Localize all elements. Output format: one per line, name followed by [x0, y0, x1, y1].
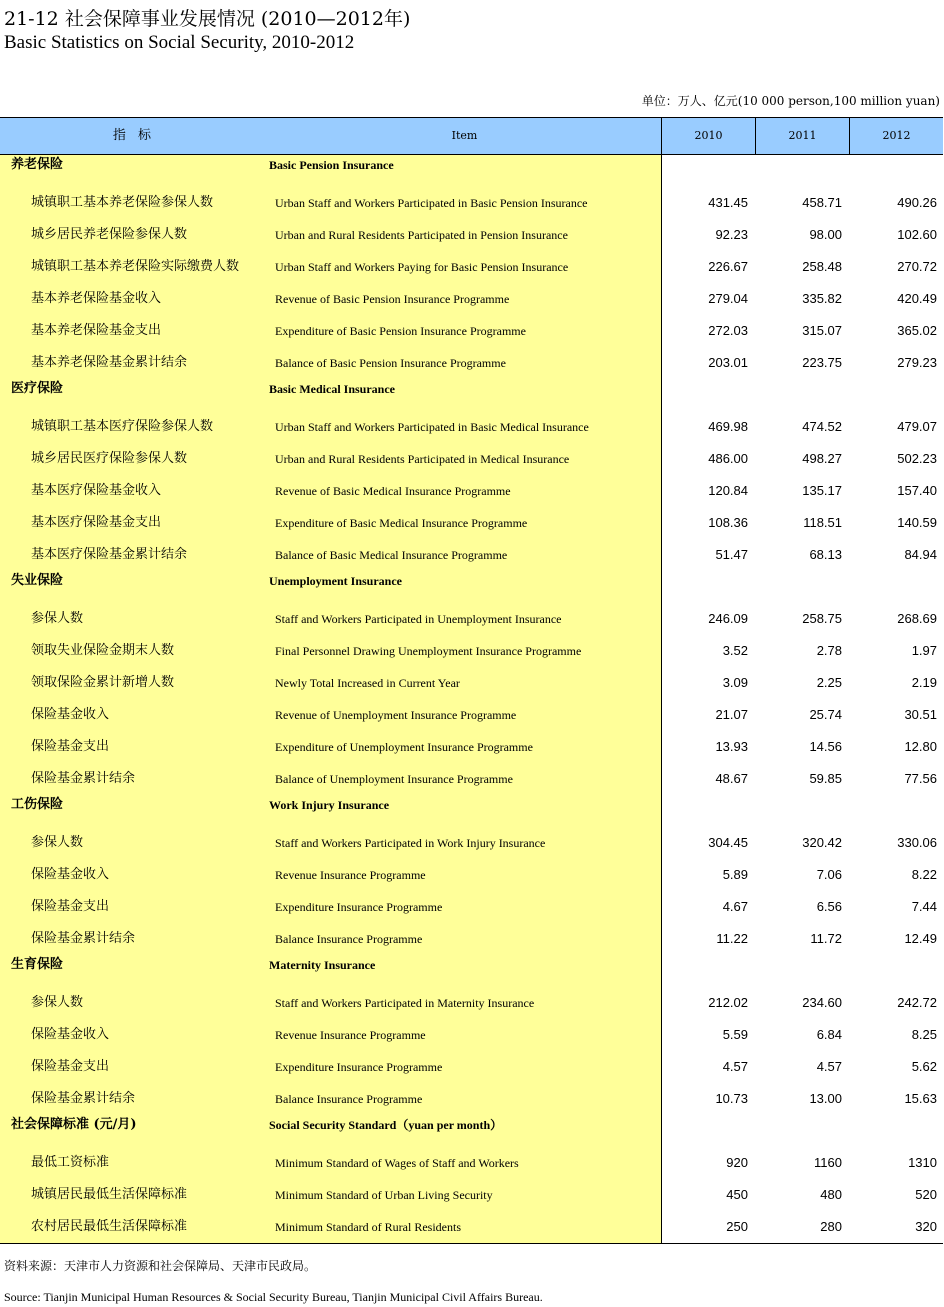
- table-row: [0, 1051, 943, 1083]
- value-cell-2010: 120.84: [708, 483, 748, 498]
- section-label-cn: 工伤保险: [11, 797, 64, 812]
- row-label-en: Minimum Standard of Rural Residents: [275, 1220, 461, 1234]
- row-label-en: Revenue of Basic Medical Insurance Programme: [275, 484, 511, 498]
- value-cell-2012: 15.63: [904, 1091, 937, 1106]
- value-cell-2010: 203.01: [708, 355, 748, 370]
- table-row: [0, 219, 943, 251]
- table-row: [0, 507, 943, 539]
- value-cell-2012: 1.97: [911, 643, 937, 658]
- row-label-en: Expenditure of Basic Pension Insurance Programme: [275, 324, 526, 338]
- value-cell-2012: 7.44: [911, 899, 937, 914]
- value-cell-2012: 102.60: [897, 227, 937, 242]
- section-label-en: Social Security Standard（yuan per month）: [269, 1118, 503, 1132]
- row-label-cn: 领取保险金累计新增人数: [31, 675, 175, 690]
- value-cell-2012: 479.07: [897, 419, 937, 434]
- section-label-cn: 养老保险: [11, 157, 64, 172]
- row-label-en: Balance Insurance Programme: [275, 1092, 423, 1106]
- value-cell-2011: 135.17: [802, 483, 842, 498]
- table-row: [0, 635, 943, 667]
- row-label-en: Minimum Standard of Urban Living Security: [275, 1188, 493, 1202]
- value-cell-2010: 5.59: [722, 1027, 748, 1042]
- value-cell-2010: 272.03: [708, 323, 748, 338]
- page-title-cn: 21-12 社会保障事业发展情况 (2010—2012年): [4, 8, 411, 30]
- table-row: [0, 1179, 943, 1211]
- value-cell-2012: 268.69: [897, 611, 937, 626]
- header-item: Item: [268, 118, 662, 154]
- section-label-en: Basic Pension Insurance: [269, 158, 394, 172]
- value-cell-2011: 234.60: [802, 995, 842, 1010]
- row-label-cn: 基本养老保险基金支出: [31, 323, 162, 338]
- row-label-cn: 城镇职工基本医疗保险参保人数: [31, 419, 214, 434]
- row-label-en: Balance of Unemployment Insurance Programme: [275, 772, 513, 786]
- table-row: [0, 1019, 943, 1051]
- row-label-en: Staff and Workers Participated in Work Injury Insurance: [275, 836, 546, 850]
- row-label-cn: 最低工资标准: [31, 1155, 110, 1170]
- row-label-en: Staff and Workers Participated in Unemployment Insurance: [275, 612, 562, 626]
- table-row: [0, 315, 943, 347]
- row-label-en: Revenue of Unemployment Insurance Programme: [275, 708, 517, 722]
- value-cell-2011: 315.07: [802, 323, 842, 338]
- value-cell-2010: 246.09: [708, 611, 748, 626]
- value-cell-2012: 8.22: [911, 867, 937, 882]
- value-cell-2010: 3.09: [722, 675, 748, 690]
- row-label-cn: 城乡居民医疗保险参保人数: [31, 451, 188, 466]
- table-row: [0, 667, 943, 699]
- value-cell-2011: 4.57: [816, 1059, 842, 1074]
- value-cell-2011: 98.00: [809, 227, 842, 242]
- table-row: [0, 251, 943, 283]
- row-label-en: Expenditure Insurance Programme: [275, 1060, 443, 1074]
- value-cell-2012: 279.23: [897, 355, 937, 370]
- row-label-en: Final Personnel Drawing Unemployment Insurance Programme: [275, 644, 582, 658]
- row-label-en: Urban and Rural Residents Participated in Pension Insurance: [275, 228, 568, 242]
- value-cell-2011: 280: [820, 1219, 842, 1234]
- value-cell-2012: 242.72: [897, 995, 937, 1010]
- row-label-en: Urban Staff and Workers Participated in Basic Medical Insurance: [275, 420, 589, 434]
- row-label-en: Balance of Basic Pension Insurance Programme: [275, 356, 506, 370]
- row-label-en: Minimum Standard of Wages of Staff and Workers: [275, 1156, 519, 1170]
- source-note-cn: 资料来源：天津市人力资源和社会保障局、天津市民政局。: [4, 1259, 317, 1273]
- row-label-en: Balance of Basic Medical Insurance Programme: [275, 548, 508, 562]
- table-row: [0, 923, 943, 955]
- row-label-cn: 参保人数: [31, 835, 84, 850]
- value-cell-2011: 258.75: [802, 611, 842, 626]
- value-cell-2012: 490.26: [897, 195, 937, 210]
- section-label-en: Maternity Insurance: [269, 958, 376, 972]
- section-label-en: Unemployment Insurance: [269, 574, 403, 588]
- value-cell-2011: 498.27: [802, 451, 842, 466]
- table-row: [0, 987, 943, 1019]
- value-cell-2011: 223.75: [802, 355, 842, 370]
- table-row: [0, 411, 943, 443]
- value-cell-2010: 48.67: [715, 771, 748, 786]
- table-header: [0, 118, 943, 155]
- row-label-en: Revenue Insurance Programme: [275, 1028, 426, 1042]
- value-cell-2011: 474.52: [802, 419, 842, 434]
- value-cell-2012: 12.80: [904, 739, 937, 754]
- table-row: [0, 443, 943, 475]
- value-cell-2011: 68.13: [809, 547, 842, 562]
- row-label-cn: 保险基金收入: [31, 707, 110, 722]
- section-row: [0, 379, 943, 411]
- row-label-cn: 城乡居民养老保险参保人数: [31, 227, 188, 242]
- value-cell-2011: 1160: [814, 1155, 842, 1170]
- value-cell-2011: 118.51: [803, 515, 842, 530]
- row-label-cn: 保险基金收入: [31, 867, 110, 882]
- row-label-cn: 基本养老保险基金累计结余: [31, 355, 188, 370]
- value-cell-2012: 270.72: [897, 259, 937, 274]
- value-cell-2012: 5.62: [911, 1059, 937, 1074]
- value-cell-2010: 21.07: [715, 707, 748, 722]
- value-cell-2010: 4.57: [722, 1059, 748, 1074]
- row-label-cn: 保险基金收入: [31, 1027, 110, 1042]
- value-cell-2012: 365.02: [897, 323, 937, 338]
- value-cell-2011: 258.48: [802, 259, 842, 274]
- value-cell-2010: 51.47: [715, 547, 748, 562]
- table-row: [0, 347, 943, 379]
- row-label-cn: 保险基金支出: [31, 739, 110, 754]
- header-year-2011: 2011: [756, 118, 850, 154]
- row-label-en: Expenditure of Unemployment Insurance Programme: [275, 740, 533, 754]
- value-cell-2011: 6.56: [816, 899, 842, 914]
- header-year-2010: 2010: [662, 118, 756, 154]
- value-cell-2010: 250: [726, 1219, 748, 1234]
- row-label-cn: 基本医疗保险基金支出: [31, 515, 162, 530]
- section-row: [0, 1115, 943, 1147]
- row-label-cn: 基本医疗保险基金收入: [31, 483, 162, 498]
- row-label-en: Revenue Insurance Programme: [275, 868, 426, 882]
- row-label-en: Balance Insurance Programme: [275, 932, 423, 946]
- unit-note: 单位：万人、亿元(10 000 person,100 million yuan): [641, 94, 940, 108]
- header-indicator-cn: 指 标: [112, 128, 156, 143]
- row-label-cn: 城镇职工基本养老保险参保人数: [31, 195, 214, 210]
- table-row: [0, 859, 943, 891]
- table-row: [0, 283, 943, 315]
- section-label-cn: 生育保险: [11, 957, 64, 972]
- value-cell-2011: 480: [820, 1187, 842, 1202]
- value-cell-2010: 92.23: [715, 227, 748, 242]
- row-label-cn: 保险基金支出: [31, 1059, 110, 1074]
- table-row: [0, 1147, 943, 1179]
- row-label-cn: 基本医疗保险基金累计结余: [31, 547, 188, 562]
- table-row: [0, 1211, 943, 1243]
- table-row: [0, 475, 943, 507]
- section-row: [0, 155, 943, 187]
- value-cell-2010: 279.04: [708, 291, 748, 306]
- value-cell-2012: 320: [915, 1219, 937, 1234]
- row-label-cn: 参保人数: [31, 611, 84, 626]
- value-cell-2010: 226.67: [708, 259, 748, 274]
- table-row: [0, 187, 943, 219]
- section-label-en: Work Injury Insurance: [269, 798, 390, 812]
- row-label-en: Urban and Rural Residents Participated in Medical Insurance: [275, 452, 570, 466]
- value-cell-2010: 3.52: [722, 643, 748, 658]
- value-cell-2011: 2.78: [816, 643, 842, 658]
- value-cell-2010: 13.93: [715, 739, 748, 754]
- value-cell-2011: 11.72: [810, 931, 842, 946]
- section-label-cn: 医疗保险: [11, 381, 64, 396]
- value-cell-2010: 486.00: [708, 451, 748, 466]
- row-label-cn: 保险基金支出: [31, 899, 110, 914]
- header-year-2012: 2012: [882, 129, 911, 142]
- value-cell-2010: 5.89: [722, 867, 748, 882]
- value-cell-2012: 84.94: [904, 547, 937, 562]
- table-row: [0, 603, 943, 635]
- value-cell-2010: 212.02: [708, 995, 748, 1010]
- row-label-en: Newly Total Increased in Current Year: [275, 676, 460, 690]
- value-cell-2012: 502.23: [897, 451, 937, 466]
- row-label-cn: 参保人数: [31, 995, 84, 1010]
- value-cell-2011: 335.82: [802, 291, 842, 306]
- value-cell-2012: 330.06: [897, 835, 937, 850]
- table-row: [0, 891, 943, 923]
- value-cell-2010: 4.67: [722, 899, 748, 914]
- value-cell-2011: 7.06: [816, 867, 842, 882]
- statistics-table: [0, 117, 943, 1244]
- value-cell-2010: 920: [726, 1155, 748, 1170]
- table-row: [0, 699, 943, 731]
- value-cell-2010: 450: [726, 1187, 748, 1202]
- row-label-en: Expenditure Insurance Programme: [275, 900, 443, 914]
- row-label-en: Staff and Workers Participated in Maternity Insurance: [275, 996, 535, 1010]
- value-cell-2010: 11.22: [716, 931, 748, 946]
- row-label-cn: 农村居民最低生活保障标准: [31, 1219, 188, 1234]
- row-label-en: Urban Staff and Workers Participated in Basic Pension Insurance: [275, 196, 588, 210]
- table-row: [0, 731, 943, 763]
- value-cell-2010: 431.45: [708, 195, 748, 210]
- row-label-cn: 保险基金累计结余: [31, 931, 136, 946]
- value-cell-2011: 6.84: [816, 1027, 842, 1042]
- section-row: [0, 571, 943, 603]
- row-label-cn: 城镇职工基本养老保险实际缴费人数: [31, 259, 240, 274]
- row-label-cn: 保险基金累计结余: [31, 771, 136, 786]
- table-row: [0, 1083, 943, 1115]
- section-row: [0, 795, 943, 827]
- value-cell-2011: 2.25: [816, 675, 842, 690]
- table-row: [0, 763, 943, 795]
- value-cell-2011: 13.00: [809, 1091, 842, 1106]
- value-cell-2012: 520: [915, 1187, 937, 1202]
- value-cell-2012: 1310: [908, 1155, 937, 1170]
- table-body: [0, 155, 943, 1243]
- section-label-en: Basic Medical Insurance: [269, 382, 395, 396]
- row-label-en: Expenditure of Basic Medical Insurance Programme: [275, 516, 528, 530]
- section-label-cn: 社会保障标准 (元/月): [11, 1117, 137, 1132]
- value-cell-2010: 10.73: [715, 1091, 748, 1106]
- value-cell-2012: 12.49: [904, 931, 937, 946]
- value-cell-2012: 8.25: [911, 1027, 937, 1042]
- value-cell-2012: 140.59: [897, 515, 937, 530]
- value-cell-2012: 30.51: [904, 707, 937, 722]
- value-cell-2011: 59.85: [809, 771, 842, 786]
- value-cell-2012: 77.56: [904, 771, 937, 786]
- table-row: [0, 539, 943, 571]
- value-cell-2011: 320.42: [802, 835, 842, 850]
- row-label-en: Urban Staff and Workers Paying for Basic Pension Insurance: [275, 260, 569, 274]
- section-row: [0, 955, 943, 987]
- value-cell-2011: 14.56: [809, 739, 842, 754]
- value-cell-2011: 25.74: [809, 707, 842, 722]
- value-cell-2012: 2.19: [911, 675, 937, 690]
- row-label-cn: 领取失业保险金期末人数: [31, 643, 175, 658]
- section-label-cn: 失业保险: [11, 573, 64, 588]
- value-cell-2012: 420.49: [897, 291, 937, 306]
- row-label-cn: 基本养老保险基金收入: [31, 291, 162, 306]
- value-cell-2012: 157.40: [897, 483, 937, 498]
- row-label-en: Revenue of Basic Pension Insurance Programme: [275, 292, 510, 306]
- page-title-en: Basic Statistics on Social Security, 2010-2012: [4, 32, 355, 53]
- row-label-cn: 城镇居民最低生活保障标准: [31, 1187, 188, 1202]
- row-label-cn: 保险基金累计结余: [31, 1091, 136, 1106]
- value-cell-2010: 108.36: [708, 515, 748, 530]
- value-cell-2010: 469.98: [708, 419, 748, 434]
- table-row: [0, 827, 943, 859]
- source-note-en: Source: Tianjin Municipal Human Resources & Social Security Bureau, Tianjin Municipal Civil Affairs Bureau.: [4, 1290, 543, 1304]
- value-cell-2010: 304.45: [708, 835, 748, 850]
- value-cell-2011: 458.71: [802, 195, 842, 210]
